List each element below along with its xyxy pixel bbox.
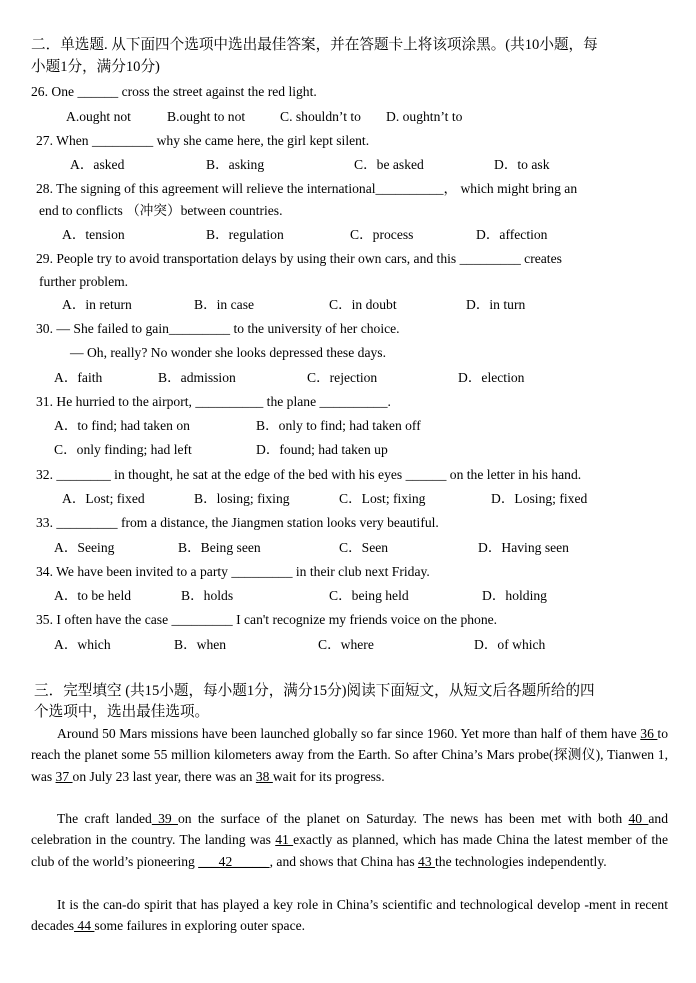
blank-42: ___42_____ — [198, 853, 270, 869]
question-32-stem: 32. ________ in thought, he sat at the edge of the bed with his eyes ______ on the letter in his hand. — [36, 467, 582, 482]
question-27-stem: 27. When _________ why she came here, the girl kept silent. — [36, 133, 370, 148]
q34-option-d: D．holding — [482, 588, 547, 603]
q33-option-b: B．Being seen — [178, 540, 261, 555]
q31-option-b: B．only to find; had taken off — [256, 418, 421, 433]
q29-option-c: C．in doubt — [329, 297, 397, 312]
question-30-stem-line2: — Oh, really? No wonder she looks depressed these days. — [70, 345, 386, 360]
q30-option-c: C．rejection — [307, 370, 378, 385]
q35-option-d: D．of which — [474, 637, 546, 652]
question-29-stem-line2: further problem. — [39, 274, 129, 289]
section3-header-line1: 三．完型填空 (共15小题，每小题1分，满分15分)阅读下面短文，从短文后各题所给的四 — [34, 683, 595, 699]
q33-option-d: D．Having seen — [478, 540, 569, 555]
q27-option-c: C．be asked — [354, 157, 424, 172]
q27-option-d: D．to ask — [494, 157, 550, 172]
q31-option-a: A．to find; had taken on — [54, 418, 190, 433]
q31-option-d: D．found; had taken up — [256, 442, 388, 457]
passage-paragraph-2: The craft landed 39 on the surface of the planet on Saturday. The news has been met with both 40 and celebration in the country. The landing was 41 exactly as planned, which has made China the latest member of the club of the world’s pioneering ___42_____ , and shows that China has 43 the technologies independently. — [31, 811, 668, 869]
blank-40: 40 — [628, 811, 649, 826]
blank-43: 43 — [418, 853, 436, 869]
q33-option-a: A．Seeing — [54, 540, 115, 555]
q35-option-b: B．when — [174, 637, 227, 652]
question-29-stem: 29. People try to avoid transportation delays by using their own cars, and this _________ creates — [36, 251, 562, 266]
question-28-stem-line2: end to conflicts （冲突）between countries. — [39, 203, 283, 218]
q29-option-d: D．in turn — [466, 297, 526, 312]
q30-option-b: B．admission — [158, 370, 236, 385]
q32-option-c: C．Lost; fixing — [339, 491, 426, 506]
q26-option-d: D. oughtn’t to — [386, 109, 463, 124]
section3-header-line2: 个选项中，选出最佳选项。 — [34, 704, 210, 720]
question-28-stem: 28. The signing of this agreement will relieve the international__________， which might bring an — [36, 181, 578, 196]
question-26-stem: 26. One ______ cross the street against the red light. — [31, 84, 317, 99]
section2-header-line1: 二．单选题. 从下面四个选项中选出最佳答案，并在答题卡上将该项涂黑。(共10小题，每 — [31, 37, 598, 53]
question-30-stem: 30. — She failed to gain_________ to the university of her choice. — [36, 321, 400, 336]
q26-option-b: B.ought to not — [167, 109, 246, 124]
q35-option-c: C．where — [318, 637, 374, 652]
q28-option-a: A．tension — [62, 227, 125, 242]
question-35-stem: 35. I often have the case _________ I can't recognize my friends voice on the phone. — [36, 612, 498, 627]
q32-option-d: D．Losing; fixed — [491, 491, 588, 506]
q28-option-d: D．affection — [476, 227, 548, 242]
blank-38: 38 — [255, 768, 273, 784]
q26-option-a: A.ought not — [66, 109, 131, 124]
question-33-stem: 33. _________ from a distance, the Jiangmen station looks very beautiful. — [36, 515, 439, 530]
q30-option-d: D．election — [458, 370, 525, 385]
q32-option-a: A．Lost; fixed — [62, 491, 145, 506]
q27-option-a: A．asked — [70, 157, 125, 172]
blank-44: 44 — [74, 918, 95, 934]
q26-option-c: C. shouldn’t to — [280, 109, 361, 124]
q34-option-b: B．holds — [181, 588, 234, 603]
q32-option-b: B．losing; fixing — [194, 491, 290, 506]
q34-option-c: C．being held — [329, 588, 409, 603]
q27-option-b: B．asking — [206, 157, 265, 172]
q33-option-c: C．Seen — [339, 540, 389, 555]
q34-option-a: A．to be held — [54, 588, 132, 603]
blank-39: 39 — [151, 811, 178, 826]
q35-option-a: A．which — [54, 637, 111, 652]
blank-41: 41 — [275, 832, 294, 848]
q30-option-a: A．faith — [54, 370, 103, 385]
passage-paragraph-1: Around 50 Mars missions have been launched globally so far since 1960. Yet more than half of them have 36 to reach the planet some 55 million kilometers away from the Earth. So after China’s Mars probe(探测仪), Tianwen 1, was 37 on July 23 last year, there was an 38 wait for its progress. — [31, 726, 668, 784]
q28-option-b: B．regulation — [206, 227, 284, 242]
blank-36: 36 — [640, 726, 658, 741]
question-34-stem: 34. We have been invited to a party _________ in their club next Friday. — [36, 564, 430, 579]
q29-option-a: A．in return — [62, 297, 132, 312]
q31-option-c: C．only finding; had left — [54, 442, 192, 457]
question-31-stem: 31. He hurried to the airport, __________ the plane __________. — [36, 394, 391, 409]
blank-37: 37 — [55, 768, 73, 784]
q28-option-c: C．process — [350, 227, 414, 242]
q29-option-b: B．in case — [194, 297, 255, 312]
passage-paragraph-3: It is the can-do spirit that has played a key role in China’s scientific and technological develop -ment in recent decades 44 some failures in exploring outer space. — [31, 897, 668, 934]
section2-header-line2: 小题1分，满分10分) — [31, 59, 160, 75]
